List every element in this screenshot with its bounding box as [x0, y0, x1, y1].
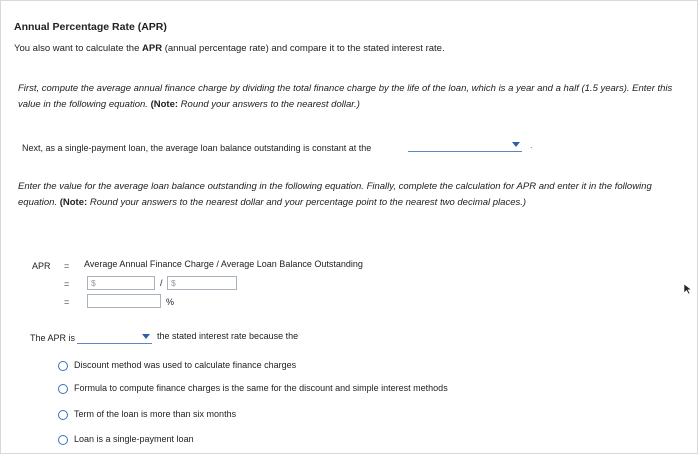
instruction-1-note: Round your answers to the nearest dollar.) — [178, 99, 360, 110]
currency-symbol: $ — [171, 278, 176, 288]
sentence-period: . — [530, 140, 533, 150]
instruction-paragraph-2 — [18, 179, 678, 211]
instruction-2-note: Round your answers to the nearest dollar and your percentage point to the nearest two decimal places.) — [87, 197, 527, 208]
intro-text-end: (annual percentage rate) and compare it to the stated interest rate. — [162, 43, 445, 54]
mouse-cursor-icon — [683, 283, 693, 295]
instruction-paragraph-1 — [18, 81, 683, 113]
apr-compare-dropdown[interactable] — [77, 331, 152, 344]
radio-button[interactable] — [58, 410, 68, 420]
chevron-down-icon — [512, 142, 520, 147]
currency-symbol: $ — [91, 278, 96, 288]
chevron-down-icon — [142, 334, 150, 339]
radio-button[interactable] — [58, 361, 68, 371]
apr-formula: Average Annual Finance Charge / Average Loan Balance Outstanding — [84, 259, 363, 269]
intro-bold-apr: APR — [142, 43, 163, 54]
option-label: Discount method was used to calculate finance charges — [74, 360, 297, 370]
apr-percent-input[interactable] — [87, 294, 161, 308]
equals-sign-2: = — [64, 279, 70, 289]
instruction-1-note-label: (Note: — [150, 99, 179, 110]
option-label: Formula to compute finance charges is the same for the discount and simple interest methods — [74, 383, 448, 393]
intro-text — [14, 43, 445, 54]
equals-sign-3: = — [64, 297, 70, 307]
apr-label: APR — [32, 261, 51, 271]
instruction-2-note-label: (Note: — [59, 197, 88, 208]
option-label: Loan is a single-payment loan — [74, 434, 194, 444]
option-label: Term of the loan is more than six months — [74, 409, 237, 419]
apr-compare-text: The APR is — [30, 333, 76, 343]
section-title: Annual Percentage Rate (APR) — [14, 21, 167, 33]
intro-text-start: You also want to calculate the — [14, 43, 142, 54]
percent-sign: % — [166, 297, 175, 307]
loan-balance-input[interactable] — [167, 276, 237, 290]
radio-button[interactable] — [58, 384, 68, 394]
equals-sign-1: = — [64, 261, 70, 271]
loan-balance-dropdown[interactable] — [408, 139, 522, 152]
instruction-2-text: Enter the value for the average loan balance outstanding in the following equation. Finally, complete the calculation for APR and enter it in the following equation. — [18, 181, 652, 208]
apr-compare-reason-text: the stated interest rate because the — [157, 331, 299, 341]
radio-button[interactable] — [58, 435, 68, 445]
loan-balance-sentence: Next, as a single-payment loan, the average loan balance outstanding is constant at the — [22, 143, 372, 153]
instruction-1-text: First, compute the average annual finance charge by dividing the total finance charge by the life of the loan, which is a year and a half (1.5 years). Enter this value in the following equation. — [18, 83, 673, 110]
divide-sign: / — [160, 278, 163, 288]
finance-charge-input[interactable] — [87, 276, 155, 290]
